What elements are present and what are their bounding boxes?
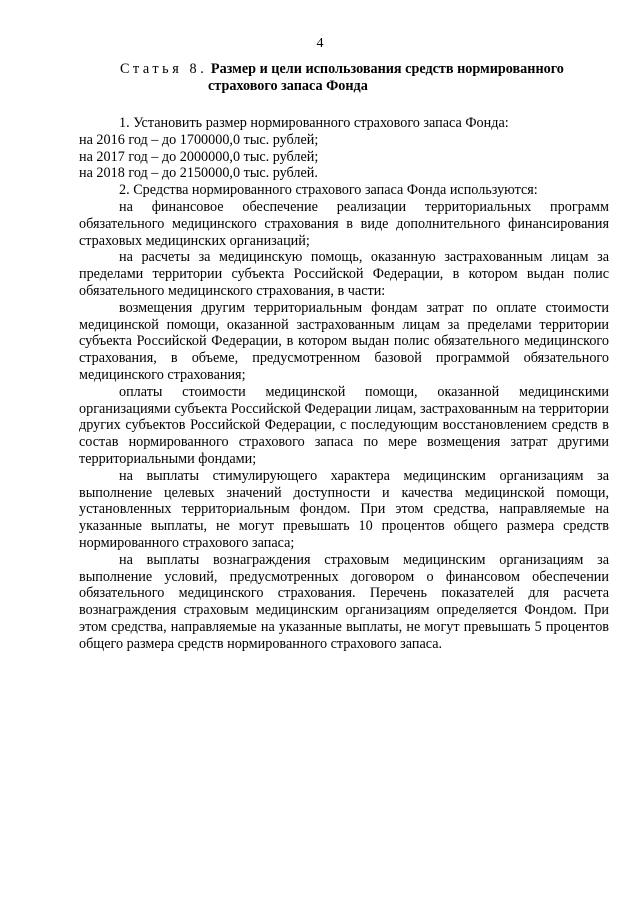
paragraph-1-2017: на 2017 год – до 2000000,0 тыс. рублей; [79,148,319,165]
article-label: Статья 8. [120,61,208,77]
paragraph-1-2016: на 2016 год – до 1700000,0 тыс. рублей; [79,131,319,148]
paragraph-3: на финансовое обеспечение реализации территориальных программ обязательного медицинского страхования в виде дополнительного финансирования страховых медицинских организаций; [79,198,609,249]
paragraph-1: 1. Установить размер нормированного страхового запаса Фонда: [119,115,509,131]
paragraph-5: возмещения другим территориальным фондам затрат по оплате стоимости медицинской помощи, оказанной застрахованным лицам за пределами территории субъекта Российской Федерации, в котором выдан полис обязательного медицинского страхования, в объеме, предусмотренном базовой программой обязательного медицинского страхования; [79,299,609,383]
page-number: 4 [316,36,324,51]
article-heading-line-1 [120,61,620,78]
paragraph-1-2018: на 2018 год – до 2150000,0 тыс. рублей. [79,165,318,182]
article-title-line-2: страхового запаса Фонда [208,78,368,94]
paragraph-6: оплаты стоимости медицинской помощи, оказанной медицинскими организациями субъекта Российской Федерации лицам, застрахованным на территории других субъектов Российской Федерации, с последующим восстановлением средств в состав нормированного страхового запаса по мере возмещения затрат другими территориальными фондами; [79,383,609,467]
paragraph-2: 2. Средства нормированного страхового запаса Фонда используются: [119,182,538,199]
article-title-line-1: Размер и цели использования средств нормированного [210,61,564,77]
paragraph-7: на выплаты стимулирующего характера медицинским организациям за выполнение целевых значений доступности и качества медицинской помощи, установленных территориальным фондом. При этом средства, направляемые на указанные выплаты, не могут превышать 10 процентов общего размера средств нормированного страхового запаса; [79,467,609,551]
paragraph-4: на расчеты за медицинскую помощь, оказанную застрахованным лицам за пределами территории субъекта Российской Федерации, в котором выдан полис обязательного медицинского страхования, в части: [79,249,609,299]
article-heading [120,61,620,95]
paragraph-8: на выплаты вознаграждения страховым медицинским организациям за выполнение условий, предусмотренных договором о финансовом обеспечении обязательного медицинского страхования. Перечень показателей для расчета вознаграждения страховым медицинским организациям определяется Фондом. При этом средства, направляемые на указанные выплаты, не могут превышать 5 процентов общего размера средств нормированного страхового запаса. [79,551,609,652]
article-body [79,115,609,653]
